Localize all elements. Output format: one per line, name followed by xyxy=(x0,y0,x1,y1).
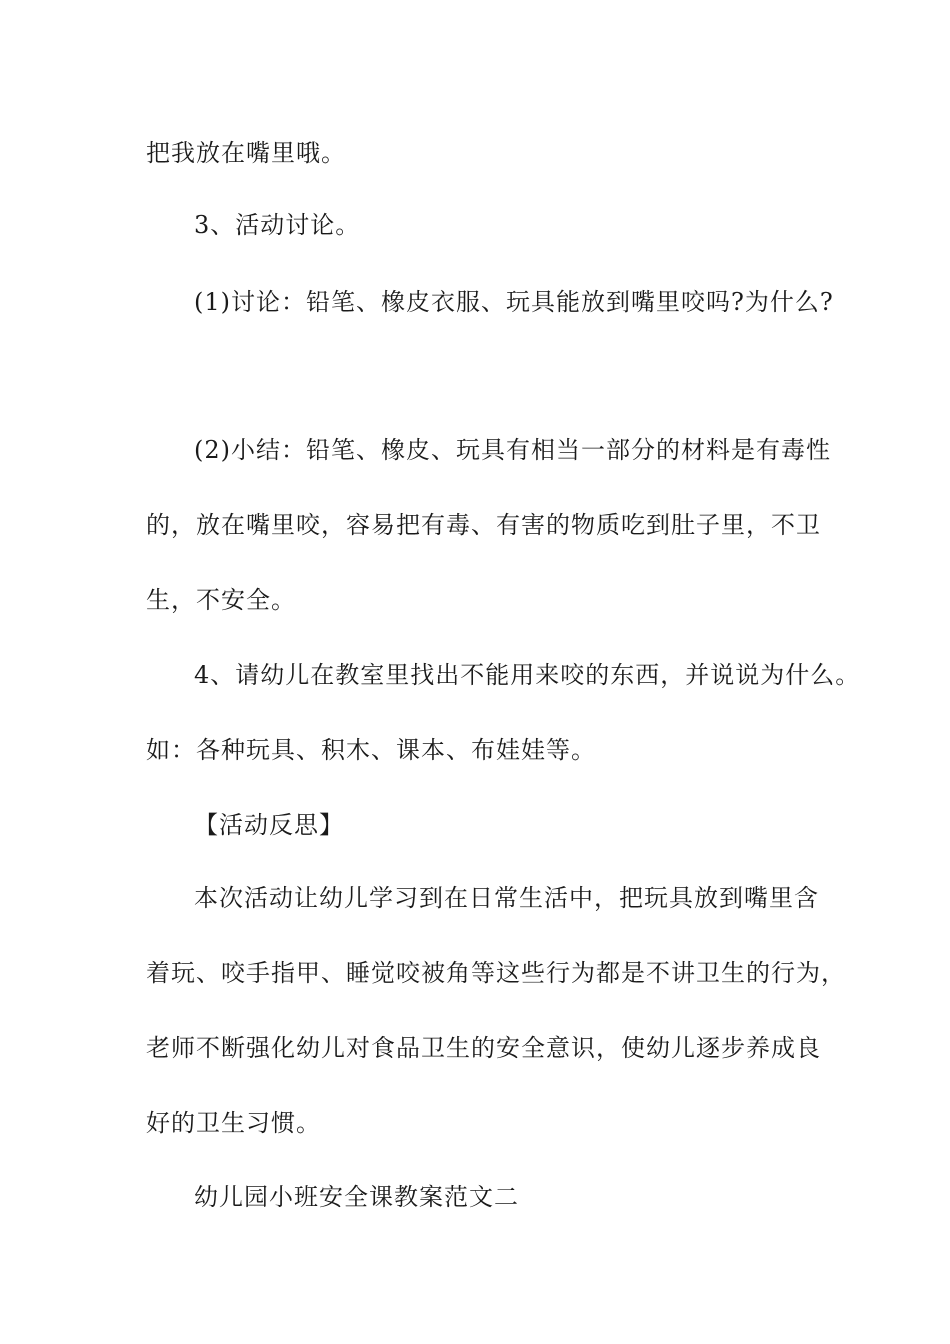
text-line: (2)小结：铅笔、橡皮、玩具有相当一部分的材料是有毒性 xyxy=(194,436,831,464)
text-line: 如：各种玩具、积木、课本、布娃娃等。 xyxy=(146,736,596,764)
text-line: (1)讨论：铅笔、橡皮衣服、玩具能放到嘴里咬吗?为什么? xyxy=(194,288,834,316)
text-line: 着玩、咬手指甲、睡觉咬被角等这些行为都是不讲卫生的行为， xyxy=(146,959,846,987)
section-heading-discussion: 3、活动讨论。 xyxy=(194,211,361,239)
text-line: 把我放在嘴里哦。 xyxy=(146,139,346,167)
text-line: 的，放在嘴里咬，容易把有毒、有害的物质吃到肚子里，不卫 xyxy=(146,511,821,539)
section-heading-reflection: 【活动反思】 xyxy=(194,811,344,839)
text-line: 本次活动让幼儿学习到在日常生活中，把玩具放到嘴里含 xyxy=(194,884,819,912)
text-line: 生，不安全。 xyxy=(146,586,296,614)
next-section-title: 幼儿园小班安全课教案范文二 xyxy=(194,1183,519,1211)
text-line: 4、请幼儿在教室里找出不能用来咬的东西，并说说为什么。 xyxy=(194,661,861,689)
text-line: 好的卫生习惯。 xyxy=(146,1109,321,1137)
text-line: 老师不断强化幼儿对食品卫生的安全意识，使幼儿逐步养成良 xyxy=(146,1034,821,1062)
